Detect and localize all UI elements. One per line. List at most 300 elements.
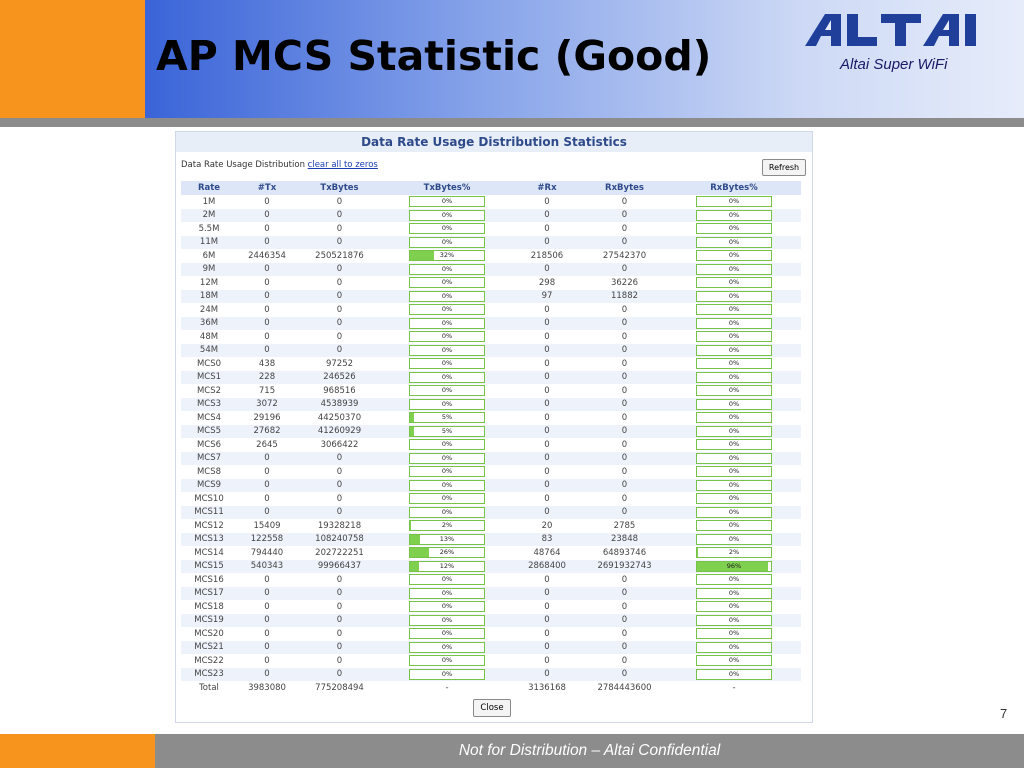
cell-rxbytes: 0 <box>582 371 667 385</box>
cell-txpct <box>382 438 512 452</box>
rate-statistics-table <box>181 181 801 695</box>
cell-rx: 0 <box>512 344 582 358</box>
rxbytes-pct-bar <box>696 210 772 221</box>
bar-label: 0% <box>728 615 740 624</box>
cell-txpct <box>382 519 512 533</box>
cell-rxpct <box>667 371 801 385</box>
cell-rate: MCS1 <box>181 371 237 385</box>
cell-rxpct <box>667 290 801 304</box>
table-row <box>181 438 801 452</box>
cell-txbytes: 0 <box>297 222 382 236</box>
cell-rate: 1M <box>181 195 237 209</box>
table-row <box>181 519 801 533</box>
table-row <box>181 290 801 304</box>
cell-txpct <box>382 533 512 547</box>
bar-label: 0% <box>441 318 453 327</box>
bar-label: 0% <box>441 467 453 476</box>
cell-tx: 2446354 <box>237 249 297 263</box>
cell-rxbytes: 0 <box>582 236 667 250</box>
table-row <box>181 627 801 641</box>
cell-rxbytes: 0 <box>582 344 667 358</box>
cell-rate: MCS8 <box>181 465 237 479</box>
cell-txpct <box>382 614 512 628</box>
bar-label: 0% <box>728 372 740 381</box>
clear-all-link[interactable]: clear all to zeros <box>307 160 378 170</box>
cell-rxpct <box>667 344 801 358</box>
rxbytes-pct-bar <box>696 547 772 558</box>
cell-tx: 0 <box>237 222 297 236</box>
bar-label: 0% <box>441 440 453 449</box>
cell-rate: MCS5 <box>181 425 237 439</box>
bar-label: 0% <box>728 305 740 314</box>
rxbytes-pct-bar <box>696 655 772 666</box>
rxbytes-pct-bar <box>696 480 772 491</box>
bar-label: 5% <box>441 413 453 422</box>
rxbytes-pct-bar <box>696 588 772 599</box>
table-row <box>181 330 801 344</box>
bar-label: 0% <box>728 494 740 503</box>
bar-label: 0% <box>728 534 740 543</box>
table-row <box>181 560 801 574</box>
cell-txpct <box>382 222 512 236</box>
cell-txbytes: 0 <box>297 452 382 466</box>
cell-rate: MCS6 <box>181 438 237 452</box>
bar-label: 32% <box>439 251 455 260</box>
cell-rxpct <box>667 317 801 331</box>
bar-label: 0% <box>441 359 453 368</box>
cell-tx: 794440 <box>237 546 297 560</box>
cell-rxpct <box>667 533 801 547</box>
cell-rxbytes: 2784443600 <box>582 681 667 695</box>
cell-txbytes: 0 <box>297 209 382 223</box>
cell-rate: MCS0 <box>181 357 237 371</box>
cell-txpct <box>382 587 512 601</box>
rxbytes-pct-bar <box>696 412 772 423</box>
table-row <box>181 654 801 668</box>
cell-rxpct <box>667 465 801 479</box>
cell-tx: 0 <box>237 492 297 506</box>
cell-tx: 0 <box>237 344 297 358</box>
txbytes-pct-bar <box>409 588 485 599</box>
cell-rx: 0 <box>512 438 582 452</box>
bar-label: 0% <box>728 521 740 530</box>
txbytes-pct-bar <box>409 669 485 680</box>
bar-label: 0% <box>728 224 740 233</box>
rxbytes-pct-bar <box>696 507 772 518</box>
cell-rx: 0 <box>512 573 582 587</box>
cell-txbytes: 44250370 <box>297 411 382 425</box>
cell-tx: 0 <box>237 641 297 655</box>
cell-tx: 29196 <box>237 411 297 425</box>
cell-rate: 54M <box>181 344 237 358</box>
cell-rate: 5.5M <box>181 222 237 236</box>
cell-rx: 0 <box>512 641 582 655</box>
table-row <box>181 452 801 466</box>
cell-txbytes: 0 <box>297 465 382 479</box>
txbytes-pct-bar <box>409 237 485 248</box>
cell-rate: 24M <box>181 303 237 317</box>
rxbytes-pct-bar <box>696 628 772 639</box>
rxbytes-pct-bar <box>696 291 772 302</box>
txbytes-pct-bar <box>409 534 485 545</box>
cell-rate: 12M <box>181 276 237 290</box>
cell-rxbytes: 0 <box>582 222 667 236</box>
cell-txpct <box>382 411 512 425</box>
cell-tx: 0 <box>237 303 297 317</box>
distribution-label-row <box>181 160 378 170</box>
cell-txpct <box>382 317 512 331</box>
cell-rxbytes: 0 <box>582 668 667 682</box>
cell-txbytes: 0 <box>297 317 382 331</box>
cell-txpct <box>382 303 512 317</box>
cell-rx: 218506 <box>512 249 582 263</box>
cell-rxpct <box>667 425 801 439</box>
txbytes-pct-bar <box>409 493 485 504</box>
cell-txbytes: 97252 <box>297 357 382 371</box>
cell-txbytes: 108240758 <box>297 533 382 547</box>
bar-label: 0% <box>441 507 453 516</box>
cell-txpct <box>382 668 512 682</box>
cell-txpct <box>382 344 512 358</box>
cell-rxpct <box>667 357 801 371</box>
txbytes-pct-bar <box>409 507 485 518</box>
page-number: 7 <box>1000 706 1008 721</box>
table-row <box>181 209 801 223</box>
rxbytes-pct-bar <box>696 574 772 585</box>
txbytes-pct-bar <box>409 480 485 491</box>
refresh-button[interactable]: Refresh <box>762 159 806 176</box>
bar-label: 0% <box>441 453 453 462</box>
cell-txpct <box>382 627 512 641</box>
bar-label: 0% <box>728 332 740 341</box>
column-header-txbytes-pct: TxBytes% <box>382 181 512 195</box>
bar-label: 12% <box>439 561 455 570</box>
cell-txbytes: 250521876 <box>297 249 382 263</box>
cell-rxpct <box>667 627 801 641</box>
cell-rate: MCS12 <box>181 519 237 533</box>
cell-tx: 438 <box>237 357 297 371</box>
cell-rxbytes: 0 <box>582 492 667 506</box>
cell-rx: 0 <box>512 195 582 209</box>
bar-label: 0% <box>441 264 453 273</box>
cell-rx: 0 <box>512 411 582 425</box>
cell-txbytes: 0 <box>297 668 382 682</box>
cell-tx: 0 <box>237 317 297 331</box>
rxbytes-pct-bar <box>696 385 772 396</box>
rxbytes-pct-bar <box>696 669 772 680</box>
table-total-row <box>181 681 801 695</box>
table-row <box>181 317 801 331</box>
bar-label: 0% <box>441 494 453 503</box>
cell-rxpct <box>667 641 801 655</box>
bar-label: 0% <box>441 372 453 381</box>
rxbytes-pct-bar <box>696 439 772 450</box>
cell-tx: 3072 <box>237 398 297 412</box>
cell-rxpct <box>667 276 801 290</box>
cell-rxbytes: 0 <box>582 303 667 317</box>
table-row <box>181 371 801 385</box>
cell-tx: 0 <box>237 263 297 277</box>
cell-rxbytes: 36226 <box>582 276 667 290</box>
cell-txbytes: 0 <box>297 344 382 358</box>
rxbytes-pct-bar <box>696 237 772 248</box>
cell-rxpct <box>667 573 801 587</box>
logo-subtitle: Altai Super WiFi <box>840 56 948 73</box>
cell-txbytes: 0 <box>297 641 382 655</box>
cell-txbytes: 0 <box>297 330 382 344</box>
txbytes-pct-bar <box>409 642 485 653</box>
cell-rate: 36M <box>181 317 237 331</box>
cell-rxbytes: 0 <box>582 627 667 641</box>
txbytes-pct-bar <box>409 412 485 423</box>
cell-rx: 0 <box>512 236 582 250</box>
cell-tx: 0 <box>237 587 297 601</box>
bar-label: 0% <box>441 629 453 638</box>
bar-label: 5% <box>441 426 453 435</box>
cell-rxpct <box>667 614 801 628</box>
table-row <box>181 384 801 398</box>
table-row <box>181 573 801 587</box>
cell-rate: 9M <box>181 263 237 277</box>
rxbytes-pct-bar <box>696 264 772 275</box>
cell-rx: 0 <box>512 303 582 317</box>
cell-txbytes: 246526 <box>297 371 382 385</box>
cell-rxbytes: 0 <box>582 398 667 412</box>
cell-rx: 97 <box>512 290 582 304</box>
cell-tx: 0 <box>237 614 297 628</box>
cell-txbytes: 0 <box>297 276 382 290</box>
table-row <box>181 236 801 250</box>
cell-rxbytes: 2691932743 <box>582 560 667 574</box>
txbytes-pct-bar <box>409 250 485 261</box>
rxbytes-pct-bar <box>696 642 772 653</box>
cell-txbytes: 0 <box>297 290 382 304</box>
cell-rxbytes: 0 <box>582 330 667 344</box>
cell-tx: 0 <box>237 668 297 682</box>
bar-label: 0% <box>441 345 453 354</box>
column-header-tx: #Tx <box>237 181 297 195</box>
table-row <box>181 668 801 682</box>
cell-tx: 0 <box>237 276 297 290</box>
close-button[interactable]: Close <box>473 699 511 717</box>
rxbytes-pct-bar <box>696 277 772 288</box>
bar-label: 0% <box>728 669 740 678</box>
bar-label: 0% <box>728 197 740 206</box>
bar-label: 0% <box>441 575 453 584</box>
bar-label: 0% <box>441 669 453 678</box>
cell-tx: 0 <box>237 195 297 209</box>
bar-label: 0% <box>441 278 453 287</box>
cell-rate: MCS17 <box>181 587 237 601</box>
cell-txpct <box>382 479 512 493</box>
cell-rate: MCS13 <box>181 533 237 547</box>
cell-tx: 0 <box>237 209 297 223</box>
bar-label: 0% <box>441 237 453 246</box>
table-row <box>181 614 801 628</box>
cell-rate: MCS15 <box>181 560 237 574</box>
column-header-rx: #Rx <box>512 181 582 195</box>
bar-label: 0% <box>728 480 740 489</box>
bar-label: 0% <box>441 615 453 624</box>
cell-txbytes: 0 <box>297 303 382 317</box>
bar-label: 96% <box>726 561 742 570</box>
bar-label: 0% <box>441 656 453 665</box>
rxbytes-pct-bar <box>696 466 772 477</box>
column-header-rxbytes: RxBytes <box>582 181 667 195</box>
bar-label: 26% <box>439 548 455 557</box>
cell-tx: 0 <box>237 330 297 344</box>
table-row <box>181 479 801 493</box>
cell-rxbytes: 0 <box>582 641 667 655</box>
cell-tx: 122558 <box>237 533 297 547</box>
txbytes-pct-bar <box>409 318 485 329</box>
cell-tx: 27682 <box>237 425 297 439</box>
cell-rxbytes: 0 <box>582 357 667 371</box>
rxbytes-pct-bar <box>696 534 772 545</box>
txbytes-pct-bar <box>409 358 485 369</box>
cell-rx: 83 <box>512 533 582 547</box>
cell-rxpct <box>667 600 801 614</box>
cell-rate: MCS7 <box>181 452 237 466</box>
cell-rxbytes: 0 <box>582 209 667 223</box>
cell-txpct <box>382 573 512 587</box>
cell-rxpct <box>667 209 801 223</box>
table-row <box>181 465 801 479</box>
txbytes-pct-bar <box>409 601 485 612</box>
bar-label: 0% <box>728 318 740 327</box>
rxbytes-pct-bar <box>696 372 772 383</box>
cell-rx: 0 <box>512 384 582 398</box>
cell-rx: 0 <box>512 452 582 466</box>
txbytes-pct-bar <box>409 304 485 315</box>
txbytes-pct-bar <box>409 439 485 450</box>
bar-label: 0% <box>441 642 453 651</box>
rxbytes-pct-bar <box>696 250 772 261</box>
cell-rx: 0 <box>512 357 582 371</box>
bar-label: 0% <box>728 413 740 422</box>
cell-rx: 298 <box>512 276 582 290</box>
table-body <box>181 195 801 695</box>
bar-label: 0% <box>441 291 453 300</box>
bar-label: 0% <box>728 264 740 273</box>
cell-rxbytes: 0 <box>582 573 667 587</box>
cell-rxbytes: 0 <box>582 614 667 628</box>
panel-title: Data Rate Usage Distribution Statistics <box>176 132 812 152</box>
cell-rxbytes: 0 <box>582 654 667 668</box>
bar-label: 0% <box>441 197 453 206</box>
txbytes-pct-bar <box>409 628 485 639</box>
bar-label: 0% <box>728 588 740 597</box>
bar-label: 0% <box>728 210 740 219</box>
rxbytes-pct-bar <box>696 520 772 531</box>
cell-txpct <box>382 276 512 290</box>
cell-rx: 0 <box>512 209 582 223</box>
table-row <box>181 506 801 520</box>
cell-rx: 0 <box>512 371 582 385</box>
cell-txbytes: 968516 <box>297 384 382 398</box>
cell-txpct <box>382 654 512 668</box>
rxbytes-pct-bar <box>696 358 772 369</box>
column-header-rxbytes-pct: RxBytes% <box>667 181 801 195</box>
bar-label: 0% <box>728 602 740 611</box>
cell-tx: 15409 <box>237 519 297 533</box>
cell-rxpct <box>667 506 801 520</box>
cell-txpct <box>382 398 512 412</box>
cell-rate: MCS20 <box>181 627 237 641</box>
cell-rx: 0 <box>512 398 582 412</box>
bar-label: 0% <box>728 291 740 300</box>
bar-label: 0% <box>441 224 453 233</box>
cell-rx: 0 <box>512 479 582 493</box>
table-row <box>181 249 801 263</box>
cell-rxbytes: 0 <box>582 452 667 466</box>
cell-rxpct <box>667 587 801 601</box>
cell-txpct <box>382 357 512 371</box>
table-row <box>181 587 801 601</box>
cell-rxbytes: 0 <box>582 600 667 614</box>
cell-rate: MCS23 <box>181 668 237 682</box>
cell-txpct <box>382 371 512 385</box>
cell-tx: 3983080 <box>237 681 297 695</box>
cell-rate: MCS11 <box>181 506 237 520</box>
bar-label: 0% <box>441 480 453 489</box>
cell-txbytes: 0 <box>297 627 382 641</box>
bar-label: 0% <box>728 453 740 462</box>
cell-txbytes: 0 <box>297 263 382 277</box>
cell-rxpct <box>667 384 801 398</box>
cell-rxbytes: 0 <box>582 425 667 439</box>
cell-rxbytes: 11882 <box>582 290 667 304</box>
cell-rxpct <box>667 330 801 344</box>
cell-rx: 0 <box>512 425 582 439</box>
cell-txbytes: 0 <box>297 600 382 614</box>
statistics-panel <box>175 131 813 723</box>
cell-txpct <box>382 506 512 520</box>
cell-rxbytes: 0 <box>582 506 667 520</box>
cell-rate: MCS18 <box>181 600 237 614</box>
cell-rx: 3136168 <box>512 681 582 695</box>
cell-rxpct <box>667 195 801 209</box>
cell-tx: 0 <box>237 236 297 250</box>
txbytes-pct-bar <box>409 372 485 383</box>
cell-rate: MCS4 <box>181 411 237 425</box>
cell-rx: 0 <box>512 600 582 614</box>
cell-rate: MCS3 <box>181 398 237 412</box>
cell-rxpct <box>667 546 801 560</box>
cell-rate: MCS10 <box>181 492 237 506</box>
bar-label: 0% <box>441 588 453 597</box>
bar-label: 0% <box>728 426 740 435</box>
cell-txpct <box>382 492 512 506</box>
table-row <box>181 195 801 209</box>
cell-rxpct <box>667 519 801 533</box>
cell-txbytes: 19328218 <box>297 519 382 533</box>
cell-rxbytes: 2785 <box>582 519 667 533</box>
column-header-rate: Rate <box>181 181 237 195</box>
cell-rx: 0 <box>512 506 582 520</box>
cell-txpct <box>382 452 512 466</box>
cell-txbytes: 0 <box>297 506 382 520</box>
bar-label: 2% <box>441 521 453 530</box>
cell-rx: 0 <box>512 222 582 236</box>
cell-txbytes: 0 <box>297 492 382 506</box>
table-row <box>181 492 801 506</box>
cell-txpct <box>382 560 512 574</box>
cell-rxpct <box>667 411 801 425</box>
cell-rate: 11M <box>181 236 237 250</box>
bar-label: 0% <box>441 386 453 395</box>
cell-rxbytes: 0 <box>582 438 667 452</box>
